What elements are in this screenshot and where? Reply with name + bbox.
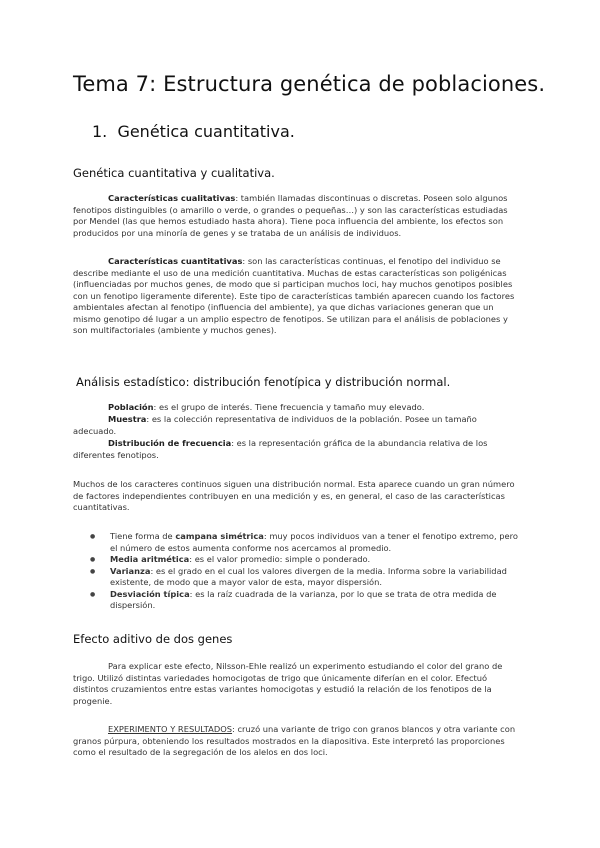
subheading-cuantitativa-cualitativa: Genética cuantitativa y cualitativa. xyxy=(73,166,275,180)
list-item: ● Varianza: es el grado en el cual los valores divergen de la media. Informa sobre la variabilidad existente, de modo que a mayor valor de esta, mayor dispersión. xyxy=(90,566,520,589)
paragraph-experimento xyxy=(73,724,517,759)
term-cuantitativas: Características cuantitativas xyxy=(108,256,243,266)
paragraph-muestra xyxy=(73,414,517,437)
paragraph-cualitativas xyxy=(73,193,517,239)
text-poblacion: : es el grupo de interés. Tiene frecuencia y tamaño muy elevado. xyxy=(153,402,425,412)
term-campana: campana simétrica xyxy=(175,531,264,541)
paragraph-cuantitativas xyxy=(73,256,517,337)
section-heading xyxy=(92,122,295,141)
page-title: Tema 7: Estructura genética de poblaciones. xyxy=(73,72,546,96)
paragraph-distribucion xyxy=(73,438,517,461)
bullet-list xyxy=(90,531,520,612)
text-distribucion: : es la representación gráfica de la abundancia relativa de los diferentes fenotipos. xyxy=(73,438,488,460)
term-poblacion: Población xyxy=(108,402,154,412)
subheading-efecto-aditivo: Efecto aditivo de dos genes xyxy=(73,632,233,646)
list-item: ● Media aritmética: es el valor promedio: simple o ponderado. xyxy=(90,554,520,566)
section-title: Genética cuantitativa. xyxy=(117,122,295,141)
term-varianza: Varianza xyxy=(110,565,151,576)
text-cualitativas: : también llamadas discontinuas o discretas. Poseen solo algunos fenotipos distinguibles (o amarillo o verde, o grandes o pequeñas…) y son las características estudiadas por Mendel (las que hemos estudiado hasta ahora). Tiene poca influencia del ambiente, los efectos son producidos por una minoría de genes y se trataba de un análisis de individuos. xyxy=(73,193,508,238)
list-item: ● Desviación típica: es la raíz cuadrada de la varianza, por lo que se trata de otra medida de dispersión. xyxy=(90,589,520,612)
subheading-analisis-estadistico: Análisis estadístico: distribución fenotípica y distribución normal. xyxy=(76,375,451,389)
paragraph-nilsson-ehle: Para explicar este efecto, Nilsson-Ehle realizó un experimento estudiando el color del grano de trigo. Utilizó distintas variedades homocigotas de trigo que únicamente diferían en el color. Efectuó distintos cruzamientos entre estas variantes homocigotas y estudió la relación de los fenotipos de la progenie. xyxy=(73,661,503,706)
paragraph-distribucion-normal: Muchos de los caracteres continuos siguen una distribución normal. Esta aparece cuando un gran número de factores independientes contribuyen en una medición y es, en general, el caso de las características cuantitativas. xyxy=(73,479,515,512)
text-muestra: : es la colección representativa de individuos de la población. Posee un tamaño adecuado. xyxy=(73,414,477,436)
text-experimento: : cruzó una variante de trigo con granos blancos y otra variante con granos púrpura, obteniendo los resultados mostrados en la diapositiva. Este interpretó las proporciones como el resultado de la segregación de los alelos en dos loci. xyxy=(73,724,516,757)
paragraph-poblacion xyxy=(73,402,517,414)
term-distribucion: Distribución de frecuencia xyxy=(108,438,232,448)
text-cuantitativas: : son las características continuas, el fenotipo del individuo se describe mediante el uso de una medición cuantitativa. Muchas de estas características son poligénicas (influenciadas por muchos genes, de modo que si participan muchos loci, hay muchos genotipos posibles con un fenotipo ligeramente diferente). Este tipo de características también aparecen cuando los factores ambientales afectan al fenotipo (influencia del ambiente), ya que dichas variaciones generan que un mismo genotipo dé lugar a un amplio espectro de fenotipos. Se utilizan para el análisis de poblaciones y son multifactoriales (ambiente y muchos genes). xyxy=(73,256,515,335)
list-item: ● Tiene forma de campana simétrica: muy pocos individuos van a tener el fenotipo extremo, pero el número de estos aumenta conforme nos acercamos al promedio. xyxy=(90,531,520,554)
term-experimento: EXPERIMENTO Y RESULTADOS xyxy=(108,724,233,734)
term-cualitativas: Características cualitativas xyxy=(108,193,236,203)
term-desviacion: Desviación típica xyxy=(110,588,190,599)
section-number: 1. xyxy=(92,122,108,141)
term-media: Media aritmética xyxy=(110,554,190,564)
term-muestra: Muestra xyxy=(108,414,147,424)
